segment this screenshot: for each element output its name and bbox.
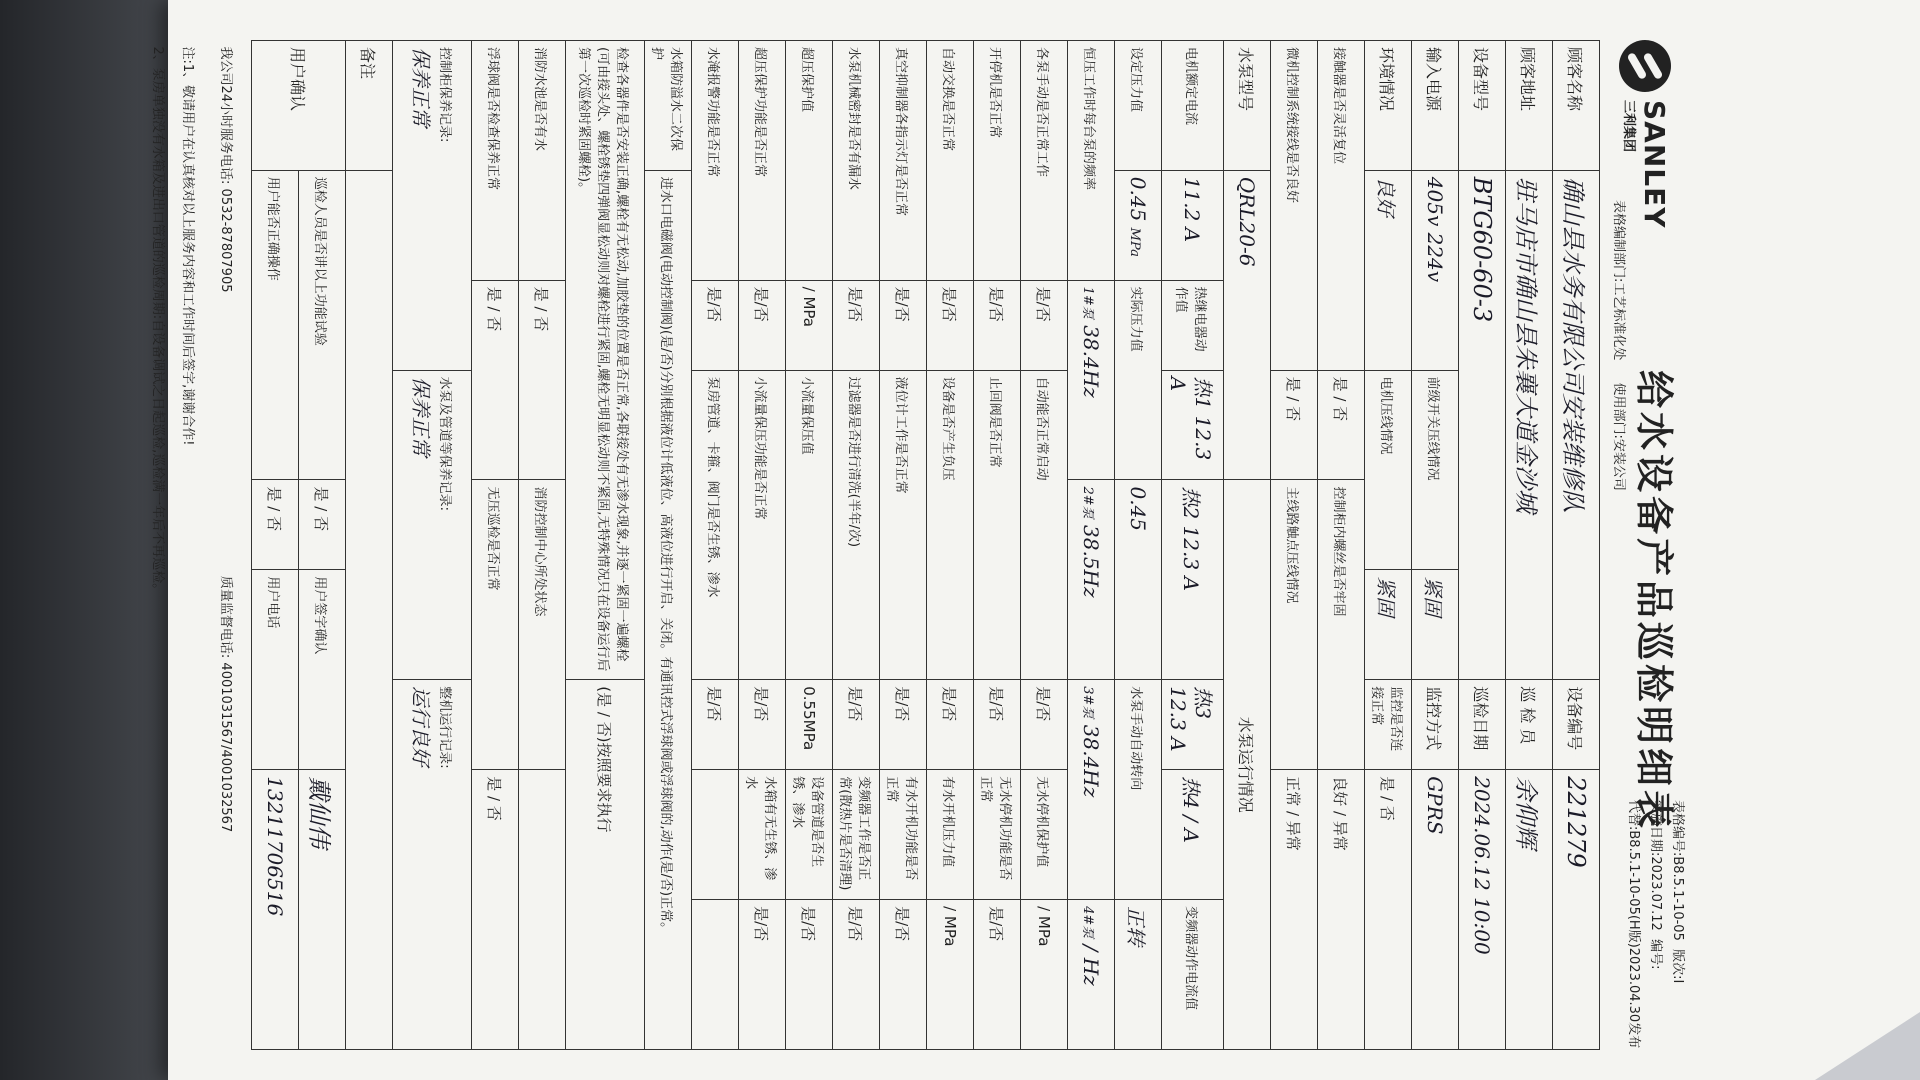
check-item-label: 小流量保压功能是否正常 bbox=[739, 370, 786, 680]
phone-value: 13211706516 bbox=[252, 770, 299, 1050]
monitor-value: GPRS bbox=[1412, 770, 1459, 1050]
check-item-value: 是/否 bbox=[786, 900, 833, 1050]
phone-label: 用户电话 bbox=[252, 570, 299, 770]
table-row bbox=[1115, 41, 1162, 1050]
table-row bbox=[1021, 41, 1068, 1050]
check-item-value: 是/否 bbox=[1021, 280, 1068, 370]
check-item-value: 是/否 bbox=[739, 900, 786, 1050]
check-item-value: / MPa bbox=[786, 280, 833, 370]
pump-model-value: QRL20-6 bbox=[1224, 170, 1271, 480]
table-row bbox=[1162, 41, 1224, 1050]
nopress-value: 是 / 否 bbox=[472, 770, 519, 1050]
float-label: 浮球阀是否检查保养正常 bbox=[472, 41, 519, 281]
manual-label: 水泵手动自动转向 bbox=[1115, 680, 1162, 900]
heat3-label: 热3 bbox=[1191, 686, 1215, 719]
pump-maint-label: 水泵及管道等保养记录: bbox=[437, 376, 452, 511]
inspection-form bbox=[150, 40, 1700, 1050]
customer-value: 确山县水务有限公司安装维修队 bbox=[1553, 170, 1600, 679]
pump-model-label: 水泵型号 bbox=[1224, 41, 1271, 171]
heat4-value: / A bbox=[1179, 815, 1203, 843]
check-item-label: 自动能否正常启动 bbox=[1021, 370, 1068, 680]
table-row bbox=[880, 41, 927, 1050]
set-pressure-unit: MPa bbox=[1127, 227, 1142, 257]
fire-center-value bbox=[519, 770, 566, 1050]
check-item-value: / MPa bbox=[1021, 900, 1068, 1050]
quality-phone: 质量监督电话: 4001031567/4001032567 bbox=[218, 575, 234, 833]
env-label: 环境情况 bbox=[1365, 41, 1412, 171]
table-row bbox=[299, 41, 346, 1050]
table-row bbox=[393, 41, 472, 1050]
cabinet-label: 控制柜保养记录: bbox=[437, 47, 452, 143]
form-meta bbox=[1622, 800, 1688, 1048]
table-row bbox=[927, 41, 974, 1050]
switch-value: 紧固 bbox=[1412, 570, 1459, 680]
model-value: BTG60-60-3 bbox=[1459, 170, 1506, 679]
table-row bbox=[1459, 41, 1506, 1050]
service-phone: 我公司24小时服务电话: 0532-87807905 bbox=[218, 46, 234, 293]
power-label: 输入电源 bbox=[1412, 41, 1459, 171]
table-row bbox=[692, 41, 739, 1050]
address-label: 顾客地址 bbox=[1506, 41, 1553, 171]
check-item-value: 是/否 bbox=[974, 680, 1021, 770]
check-item-value: 是/否 bbox=[833, 680, 880, 770]
check-item-value bbox=[692, 900, 739, 1050]
actual-pressure-label: 实际压力值 bbox=[1115, 280, 1162, 480]
table-row bbox=[175, 41, 205, 1050]
prepared-by: 表格编制部门:工艺标准化处 bbox=[1611, 200, 1626, 361]
note-2: 2、泵房单独没有水箱及进出口管道的巡检周期:自设备调试之日起巡检,巡检满一年后不再巡检。 bbox=[150, 46, 166, 597]
check-item-label: 泵房管道、卡箍、阀门是否生锈、渗水 bbox=[692, 370, 739, 680]
table-row bbox=[346, 41, 393, 1050]
rated-label: 电机额定电流 bbox=[1162, 41, 1224, 171]
heat1-value: 12.3 A bbox=[1166, 376, 1215, 461]
inspection-table bbox=[145, 40, 1600, 1050]
replace-info: 代替:B8.5.1-10-05(H版)2023.04.30发布 bbox=[1626, 800, 1641, 1049]
table-row bbox=[472, 41, 519, 1050]
power-value: 405v 224v bbox=[1412, 170, 1459, 370]
user-confirm-label: 用户确认 bbox=[252, 41, 346, 171]
motor-value: 紧固 bbox=[1365, 570, 1412, 680]
device-no-value: 221279 bbox=[1553, 770, 1600, 1050]
check-item-value: 是/否 bbox=[880, 680, 927, 770]
inspector-value: 余仰辉 bbox=[1506, 770, 1553, 1050]
main-label: 主线路触点压线情况 bbox=[1271, 480, 1318, 770]
sign-value: 戴仙伟 bbox=[299, 770, 346, 1050]
fire-value: 是 / 否 bbox=[519, 280, 566, 480]
check-item-label bbox=[692, 770, 739, 900]
env-value: 良好 bbox=[1365, 170, 1412, 370]
pump-maint-value: 保养正常 bbox=[409, 376, 433, 457]
p2-label: 2#泵 bbox=[1080, 486, 1095, 519]
check-item-value: 是/否 bbox=[833, 280, 880, 370]
check-item-label: 无水停机保护值 bbox=[1021, 770, 1068, 900]
monitor-label: 监控方式 bbox=[1412, 680, 1459, 770]
check-item-value: 是/否 bbox=[974, 900, 1021, 1050]
check-item-label: 过滤器是否进行清洗(半年/次) bbox=[833, 370, 880, 680]
table-row bbox=[1365, 41, 1412, 1050]
check-rows bbox=[692, 41, 1068, 1050]
used-by: 使用部门:安装公司 bbox=[1611, 382, 1626, 491]
water-text: 进水口电磁阀(电动控制阀)(是/否)分别根据液位计低液位、高液位进行开启、关闭。有通讯控式浮球阀或浮球阀的,动作(是/否)正常。 bbox=[645, 170, 692, 1049]
model-label: 设备型号 bbox=[1459, 41, 1506, 171]
manual-value: 正转 bbox=[1115, 900, 1162, 1050]
check-item-value: 是/否 bbox=[833, 900, 880, 1050]
check-item-label: 设备是否产生负压 bbox=[927, 370, 974, 680]
check-item-value: 是/否 bbox=[1021, 680, 1068, 770]
check-item-value: 是/否 bbox=[880, 900, 927, 1050]
bolt-value: 良好 / 异常 bbox=[1318, 770, 1365, 1050]
monitor-ok-label: 监控是否连接正常 bbox=[1365, 680, 1412, 770]
overall-label: 整机运行记录: bbox=[437, 686, 452, 769]
check-item-value: 是/否 bbox=[739, 280, 786, 370]
check-item-value: 0.55MPa bbox=[786, 680, 833, 770]
table-row bbox=[645, 41, 692, 1050]
fire-center-label: 消防控制中心所处状态 bbox=[519, 480, 566, 770]
check-item-label: 无水停机功能是否正常 bbox=[974, 770, 1021, 900]
form-no: 表格编号:B8.5.1-10-05 bbox=[1670, 800, 1685, 941]
heat3-value: 12.3 A bbox=[1166, 686, 1190, 752]
check-item-label: 各泵手动是否正常工作 bbox=[1021, 41, 1068, 281]
sanley-logo-icon bbox=[1619, 40, 1671, 92]
date-label: 巡检日期 bbox=[1459, 680, 1506, 770]
table-row bbox=[1224, 41, 1271, 1050]
check-item-label: 设备管道是否生锈、渗水 bbox=[786, 770, 833, 900]
check-item-value: 是/否 bbox=[974, 280, 1021, 370]
check-item-label: 止回阀是否正常 bbox=[974, 370, 1021, 680]
p4-value: / Hz bbox=[1079, 944, 1103, 986]
p4-label: 4#泵 bbox=[1080, 906, 1095, 939]
q2-value: 是 / 否 bbox=[252, 480, 299, 570]
check-item-label: 水泵机械密封是否有漏水 bbox=[833, 41, 880, 281]
table-row bbox=[739, 41, 786, 1050]
micro-value: 是 / 否 bbox=[1271, 370, 1318, 480]
heat1-label: 热1 bbox=[1191, 376, 1215, 410]
monitor-ok-value: 是 / 否 bbox=[1365, 770, 1412, 1050]
float-value: 是 / 否 bbox=[472, 280, 519, 480]
q1-value: 是 / 否 bbox=[299, 480, 346, 570]
inspect-text: 检查各器件是否安装正确,螺栓有无松动,加胶垫的位置是否正常,各联接处有无渗水现象,并逐一紧固一遍螺栓(可由接头处、螺栓锈垫四弹阀显松动则对螺栓进行紧固,螺栓无明显松动则不紧固,无特殊情况只在设备运行后第一次巡检时紧固螺栓)。 bbox=[566, 41, 645, 680]
address-value: 驻马店市确山县朱襄大道金沙城 bbox=[1506, 170, 1553, 679]
remark-value bbox=[346, 170, 393, 1049]
set-pressure-label: 设定压力值 bbox=[1115, 41, 1162, 171]
check-item-value: 是/否 bbox=[880, 280, 927, 370]
check-item-label: 超压保护功能是否正常 bbox=[739, 41, 786, 281]
table-row bbox=[252, 41, 299, 1050]
table-row bbox=[974, 41, 1021, 1050]
vfd-label: 变频器动作电流值 bbox=[1162, 900, 1224, 1050]
inspect-result: (是 / 否)按照要求执行 bbox=[566, 680, 645, 1050]
switch-label: 前级开关压线情况 bbox=[1412, 370, 1459, 570]
date-value: 2024.06.12 10:00 bbox=[1459, 770, 1506, 1050]
check-item-label: 超压保护值 bbox=[786, 41, 833, 281]
relay-label: 热继电器动作值 bbox=[1162, 280, 1224, 370]
check-item-label: 液位计工作是否正常 bbox=[880, 370, 927, 680]
check-item-label: 有水开机功能是否正常 bbox=[880, 770, 927, 900]
inspector-label: 巡 检 员 bbox=[1506, 680, 1553, 770]
water-label: 水箱防溢水二次保护 bbox=[645, 41, 692, 171]
heat2-label: 热2 bbox=[1179, 486, 1203, 520]
q1-label: 巡检人员是否讲以上功能试验 bbox=[299, 170, 346, 480]
bolt-label: 控制柜内螺丝是否牢固 bbox=[1318, 480, 1365, 770]
p2-value: 38.5Hz bbox=[1079, 525, 1103, 598]
check-item-label: 小流量保压值 bbox=[786, 370, 833, 680]
check-item-label: 开停机是否正常 bbox=[974, 41, 1021, 281]
table-row bbox=[1271, 41, 1318, 1050]
table-row bbox=[1506, 41, 1553, 1050]
brand-cn: 三利集团 bbox=[1621, 100, 1637, 153]
main-value: 正常 / 异常 bbox=[1271, 770, 1318, 1050]
check-item-label: 真空抑制器各指示灯是否正常 bbox=[880, 41, 927, 281]
set-pressure-value: 0.45 bbox=[1126, 176, 1150, 222]
check-item-label: 有水开机压力值 bbox=[927, 770, 974, 900]
check-item-label: 水箱有无生锈、渗水 bbox=[739, 770, 786, 900]
heat2-value: 12.3 A bbox=[1179, 525, 1203, 591]
micro-label: 微机控制系统接线是否良好 bbox=[1271, 41, 1318, 371]
sign-label: 用户签字确认 bbox=[299, 570, 346, 770]
check-item-value: 是/否 bbox=[927, 280, 974, 370]
rated-value: 11.2 A bbox=[1162, 170, 1224, 280]
motor-label: 电机压线情况 bbox=[1365, 370, 1412, 570]
p1-value: 38.4Hz bbox=[1079, 325, 1103, 398]
overall-value: 运行良好 bbox=[409, 686, 433, 767]
check-item-label: 自动交换是否正常 bbox=[927, 41, 974, 281]
note-1: 注:1、敬请用户在认真核对以上服务内容和工作时间后签字,谢谢合作! bbox=[180, 46, 196, 446]
customer-label: 顾客名称 bbox=[1553, 41, 1600, 171]
form-version: 版次:I bbox=[1670, 949, 1685, 984]
brand-name: SANLEY bbox=[1638, 100, 1672, 229]
number-label: 编号: bbox=[1648, 939, 1663, 970]
fire-label: 消防水池是否有水 bbox=[519, 41, 566, 281]
dept-info bbox=[1611, 200, 1630, 509]
impl-date: 实施日期:2023.07.12 bbox=[1648, 800, 1663, 931]
table-row bbox=[1318, 41, 1365, 1050]
table-row bbox=[205, 41, 252, 1050]
nopress-label: 无压巡检是否正常 bbox=[472, 480, 519, 770]
p3-value: 38.4Hz bbox=[1079, 724, 1103, 798]
pump-run-label: 水泵运行情况 bbox=[1224, 480, 1271, 1050]
table-row bbox=[786, 41, 833, 1050]
check-item-value: 是/否 bbox=[927, 680, 974, 770]
heat4-label: 热4 bbox=[1179, 776, 1203, 809]
cabinet-value: 保养正常 bbox=[409, 47, 433, 127]
check-item-value: 是/否 bbox=[692, 280, 739, 370]
form-title: 给水设备产品巡检明细表 bbox=[1632, 370, 1676, 833]
table-row bbox=[1412, 41, 1459, 1050]
actual-pressure-value: 0.45 bbox=[1115, 480, 1162, 680]
device-no-label: 设备编号 bbox=[1553, 680, 1600, 770]
p1-label: 1#泵 bbox=[1080, 286, 1095, 319]
q2-label: 用户能否正确操作 bbox=[252, 170, 299, 480]
check-item-value: 是/否 bbox=[739, 680, 786, 770]
freq-label: 恒压工作时每台泵的频率 bbox=[1068, 41, 1115, 281]
table-row bbox=[519, 41, 566, 1050]
check-item-label: 变频器工作是否正常(散热片是否清理) bbox=[833, 770, 880, 900]
check-item-value: / MPa bbox=[927, 900, 974, 1050]
table-row bbox=[833, 41, 880, 1050]
remark-label: 备注 bbox=[346, 41, 393, 171]
contactor-label: 接触器是否灵活复位 bbox=[1318, 41, 1365, 371]
table-row bbox=[566, 41, 645, 1050]
table-row bbox=[1068, 41, 1115, 1050]
table-row bbox=[145, 41, 175, 1050]
check-item-value: 是/否 bbox=[692, 680, 739, 770]
check-item-label: 水淹报警功能是否正常 bbox=[692, 41, 739, 281]
contactor-value: 是 / 否 bbox=[1318, 370, 1365, 480]
table-row bbox=[1553, 41, 1600, 1050]
p3-label: 3#泵 bbox=[1080, 686, 1095, 719]
